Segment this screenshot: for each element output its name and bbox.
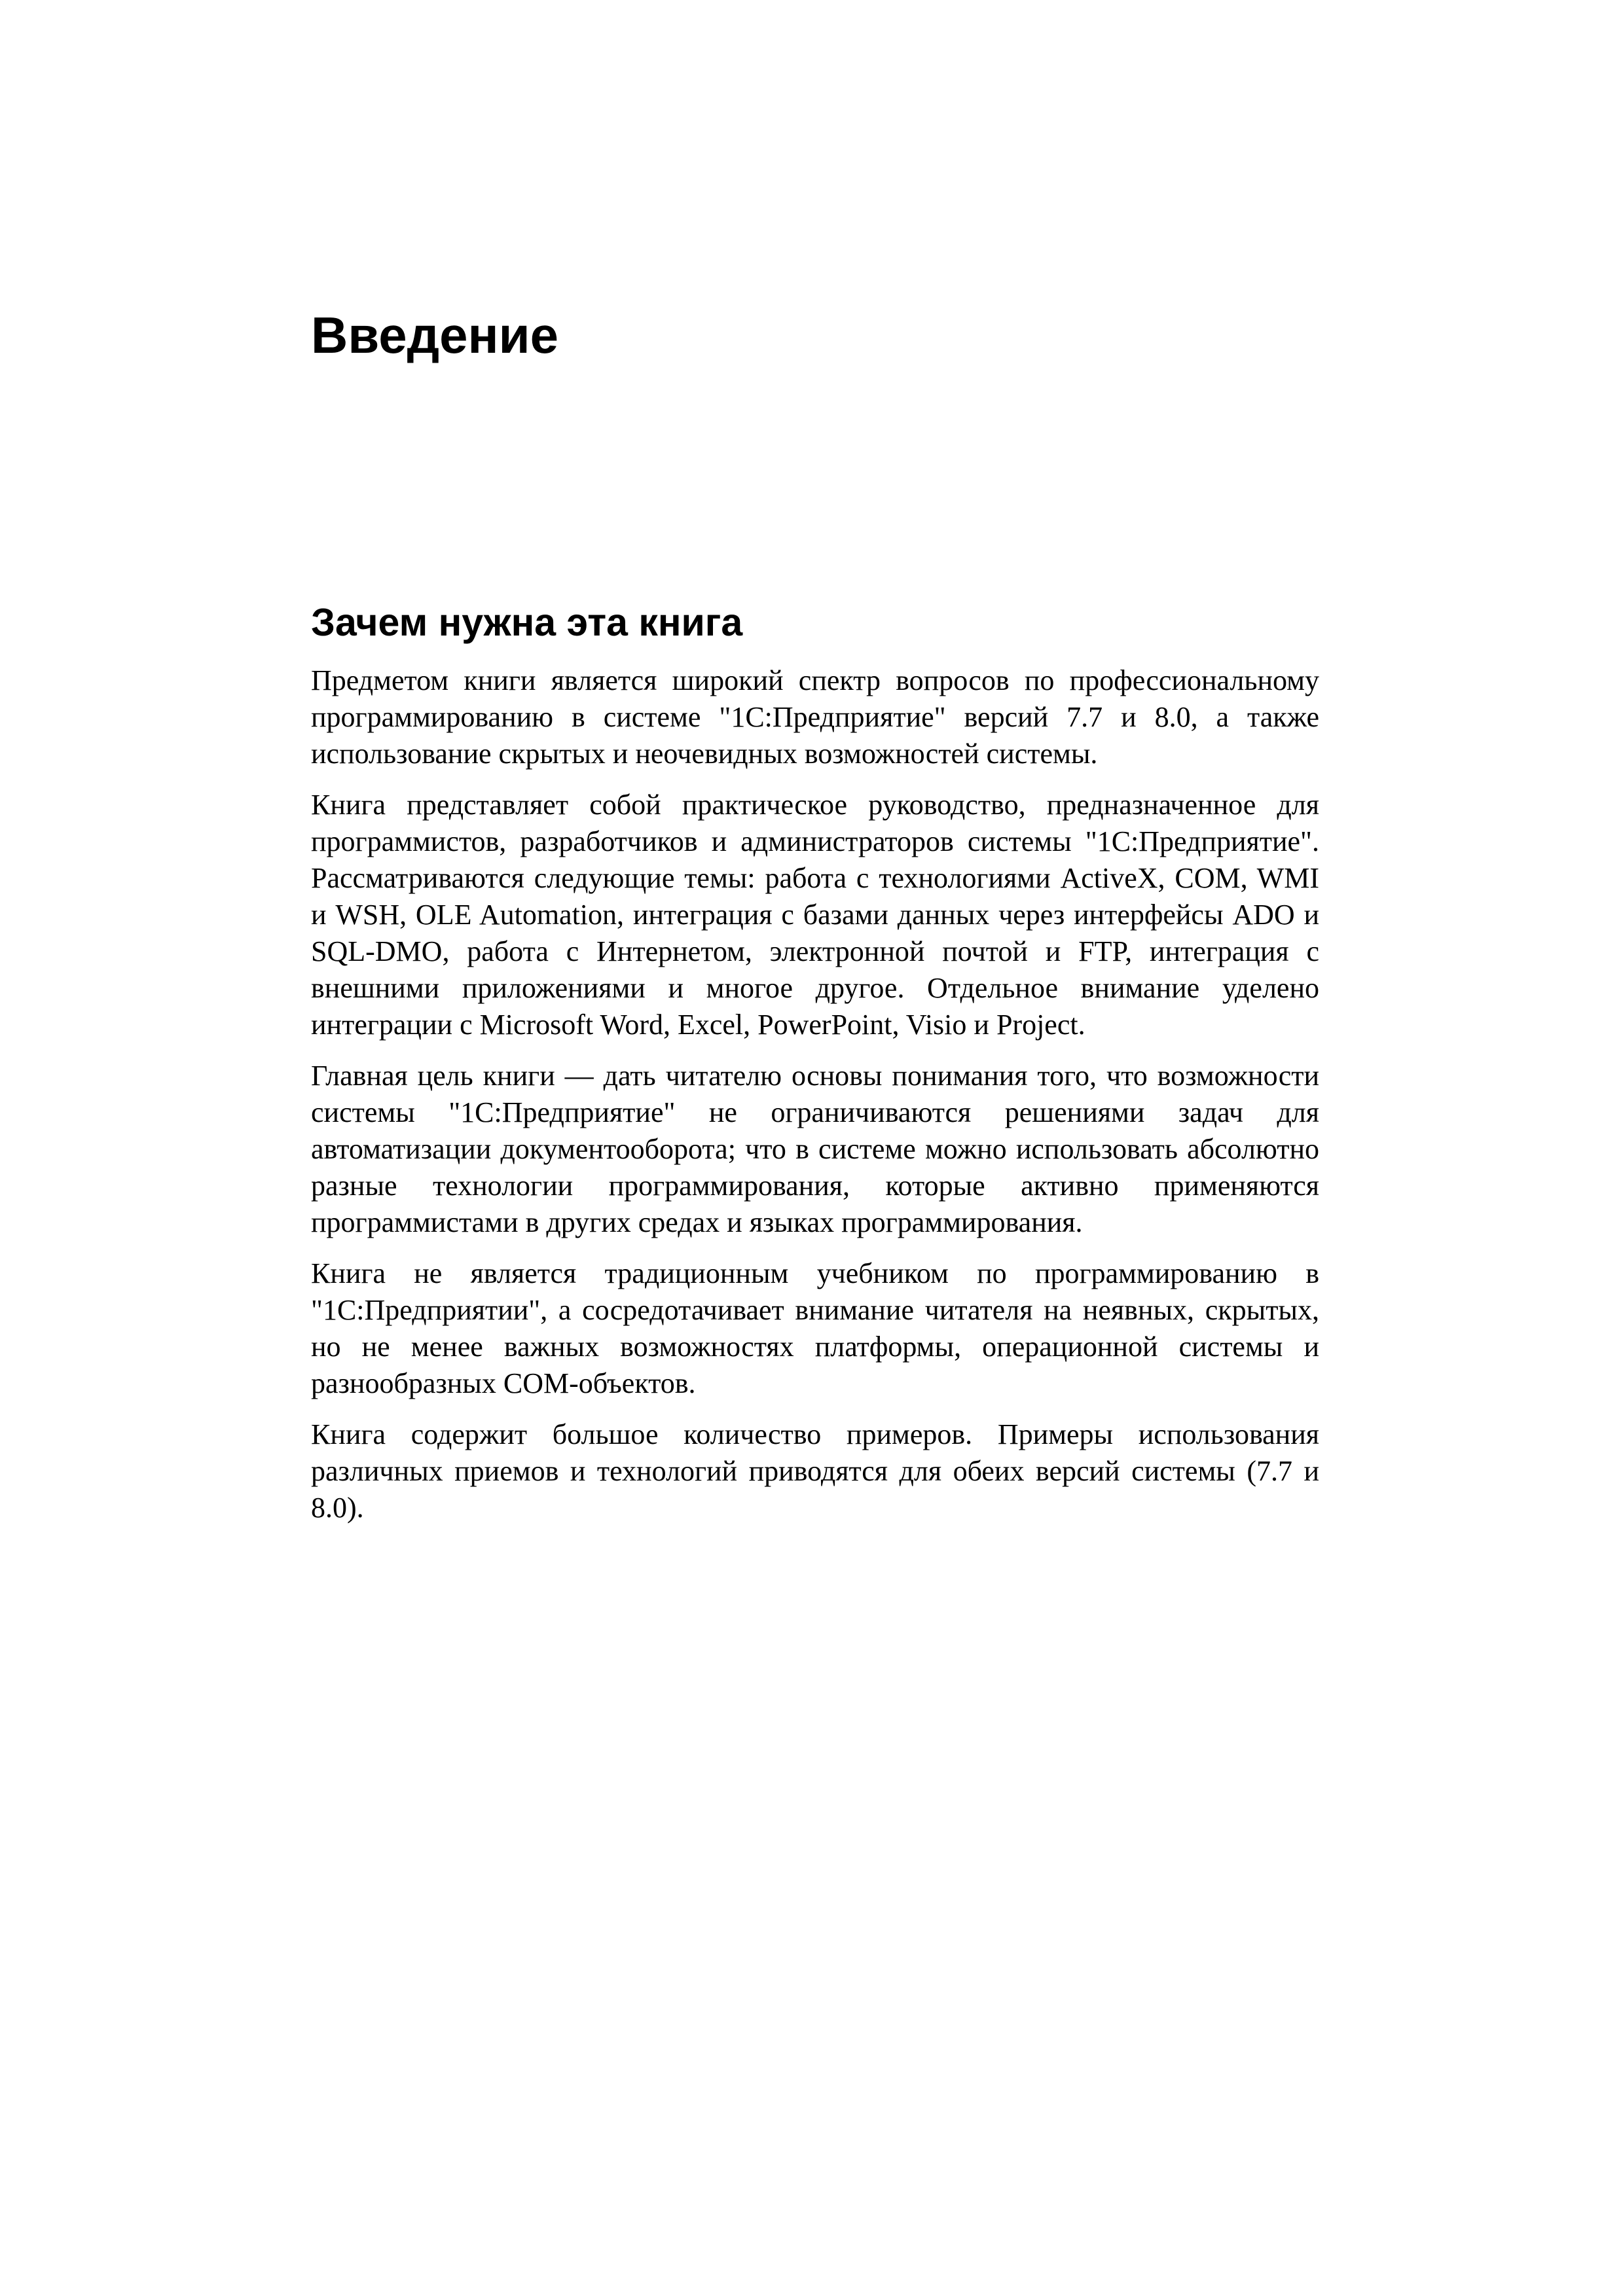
section-body	[311, 601, 1319, 1541]
paragraph: Книга не является традиционным учебником по программированию в "1С:Предприятии", а сосредотачивает внимание читателя на неявных, скрытых, но не менее важных возможностях платформы, операционной системы и разнообразных COM-объектов.	[311, 1257, 1319, 1399]
section-heading: Зачем нужна эта книга	[311, 601, 743, 644]
paragraph: Книга содержит большое количество примеров. Примеры использования различных приемов и технологий приводятся для обеих версий системы (7.7 и 8.0).	[311, 1418, 1319, 1524]
paragraph: Главная цель книги — дать читателю основы понимания того, что возможности системы "1С:Предприятие" не ограничиваются решениями задач для автоматизации документооборота; что в системе можно использовать абсолютно разные технологии программирования, которые активно применяются программистами в других средах и языках программирования.	[311, 1059, 1319, 1238]
paragraph: Предметом книги является широкий спектр вопросов по профессиональному программированию в системе "1С:Предприятие" версий 7.7 и 8.0, а также использование скрытых и неочевидных возможностей системы.	[311, 664, 1319, 770]
chapter-title: Введение	[311, 306, 558, 364]
paragraph: Книга представляет собой практическое руководство, предназначенное для программистов, разработчиков и администраторов системы "1С:Предприятие". Рассматриваются следующие темы: работа с технологиями ActiveX, COM, WMI и WSH, OLE Automation, интеграция с базами данных через интерфейсы ADO и SQL-DMO, работа с Интернетом, электронной почтой и FTP, интеграция с внешними приложениями и многое другое. Отдельное внимание уделено интеграции с Microsoft Word, Excel, PowerPoint, Visio и Project.	[311, 788, 1319, 1041]
